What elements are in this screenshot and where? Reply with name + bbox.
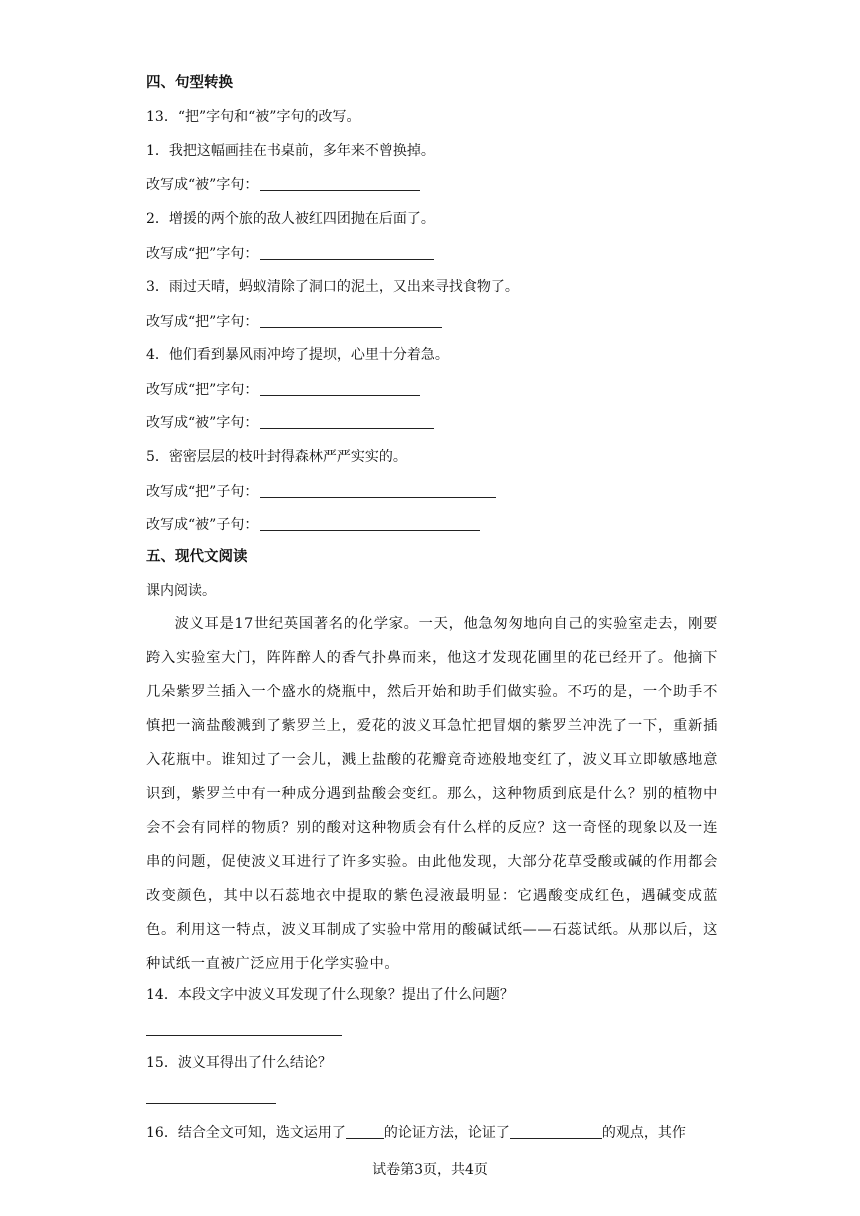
q16-text-part3: 的观点，其作 — [601, 1125, 686, 1141]
answer-blank[interactable] — [260, 414, 434, 429]
rewrite-prompt — [146, 176, 420, 194]
rewrite-prompt — [146, 245, 434, 263]
rewrite-prompt — [146, 313, 442, 331]
page-footer: 试卷第3页，共4页 — [372, 1162, 488, 1178]
answer-blank[interactable] — [260, 483, 496, 498]
prompt-label: 改写成“把”字句： — [146, 382, 259, 398]
sentence-5: 5．密密层层的枝叶封得森林严严实实的。 — [146, 449, 407, 465]
q16-text-part2: 的论证方法，论证了 — [383, 1125, 510, 1141]
answer-blank[interactable] — [260, 313, 442, 328]
answer-line-14[interactable] — [146, 1035, 342, 1036]
question-13: 13．“把”字句和“被”字句的改写。 — [146, 109, 361, 125]
rewrite-prompt — [146, 516, 480, 534]
answer-blank[interactable] — [260, 516, 480, 531]
sentence-2: 2．增援的两个旅的敌人被红四团抛在后面了。 — [146, 211, 435, 227]
question-15: 15．波义耳得出了什么结论？ — [146, 1055, 332, 1071]
rewrite-prompt — [146, 414, 434, 432]
prompt-label: 改写成“被”子句： — [146, 517, 259, 533]
reading-instruction: 课内阅读。 — [146, 583, 216, 599]
answer-blank[interactable] — [260, 245, 434, 260]
q16-text-part1: 16．结合全文可知，选文运用了 — [146, 1125, 346, 1141]
question-16 — [146, 1124, 686, 1142]
sentence-1: 1．我把这幅画挂在书桌前，多年来不曾换掉。 — [146, 143, 435, 159]
prompt-label: 改写成“把”字句： — [146, 246, 259, 262]
section-heading-4: 四、句型转换 — [146, 74, 233, 91]
rewrite-prompt — [146, 381, 420, 399]
prompt-label: 改写成“被”字句： — [146, 177, 259, 193]
rewrite-prompt — [146, 483, 496, 501]
answer-blank[interactable] — [260, 176, 420, 191]
prompt-label: 改写成“把”子句： — [146, 484, 259, 500]
answer-blank-method[interactable] — [346, 1124, 384, 1139]
sentence-4: 4．他们看到暴风雨冲垮了提坝，心里十分着急。 — [146, 347, 449, 363]
answer-blank-viewpoint[interactable] — [510, 1124, 602, 1139]
answer-line-15[interactable] — [146, 1103, 276, 1104]
sentence-3: 3．雨过天晴，蚂蚁清除了洞口的泥土，又出来寻找食物了。 — [146, 279, 519, 295]
answer-blank[interactable] — [260, 381, 420, 396]
section-heading-5: 五、现代文阅读 — [146, 548, 248, 565]
reading-passage: 波义耳是17世纪英国著名的化学家。一天，他急匆匆地向自己的实验室走去，刚要跨入实验室大门，阵阵醉人的香气扑鼻而来，他这才发现花圃里的花已经开了。他摘下几朵紫罗兰插入一个盛水的烧瓶中，然后开始和助手们做实验。不巧的是，一个助手不慎把一滴盐酸溅到了紫罗兰上，爱花的波义耳急忙把冒烟的紫罗兰冲洗了一下，重新插入花瓶中。谁知过了一会儿，溅上盐酸的花瓣竟奇迹般地变红了，波义耳立即敏感地意识到，紫罗兰中有一种成分遇到盐酸会变红。那么，这种物质到底是什么？别的植物中会不会有同样的物质？别的酸对这种物质会有什么样的反应？这一奇怪的现象以及一连串的问题，促使波义耳进行了许多实验。由此他发现，大部分花草受酸或碱的作用都会改变颜色，其中以石蕊地衣中提取的紫色浸液最明显：它遇酸变成红色，遇碱变成蓝色。利用这一特点，波义耳制成了实验中常用的酸碱试纸——石蕊试纸。从那以后，这种试纸一直被广泛应用于化学实验中。 — [146, 616, 718, 972]
prompt-label: 改写成“被”字句： — [146, 415, 259, 431]
question-14: 14．本段文字中波义耳发现了什么现象？提出了什么问题？ — [146, 987, 514, 1003]
prompt-label: 改写成“把”字句： — [146, 314, 259, 330]
